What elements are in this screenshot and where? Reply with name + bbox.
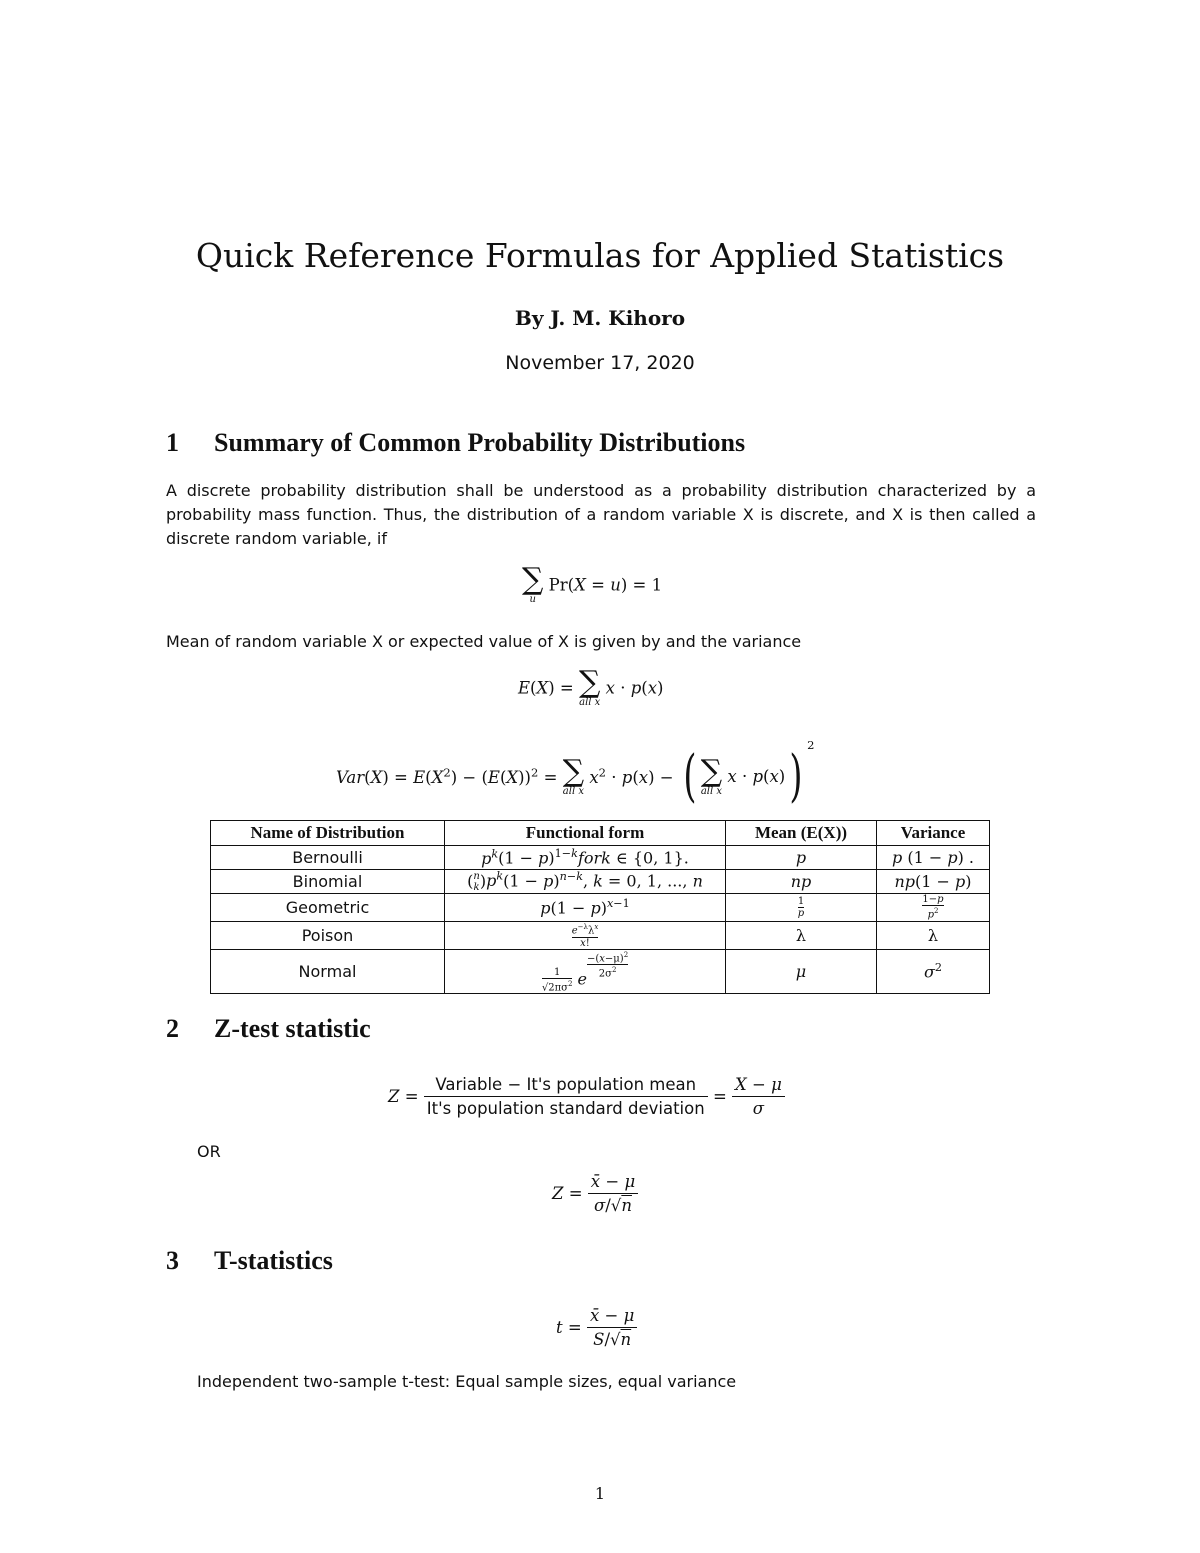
distribution-table	[210, 820, 990, 994]
table-cell-name: Normal	[211, 950, 445, 994]
page-number: 1	[594, 1484, 606, 1503]
table-header-cell: Name of Distribution	[211, 821, 445, 846]
section-number: 3	[166, 1246, 179, 1275]
section-title: T-statistics	[214, 1246, 333, 1275]
sum-probability-formula: ∑ u Pr(X = u) = 1	[522, 562, 663, 605]
table-header-cell: Mean (E(X))	[726, 821, 877, 846]
z-formula-2: Z = $\frac{x̄ - \mu}{\sigma/√n}$	[552, 1172, 638, 1215]
table-row	[211, 846, 990, 870]
table-cell-form: $p^k(1$ − $p)^{1-k}fork$ ∈ {0, 1}.	[445, 846, 726, 870]
section1-paragraph: A discrete probability distribution shall be understood as a probability distribution characterized by a probability mass function. Thus, the distribution of a random variable X is discrete, and X is then called a discrete random variable, if	[166, 481, 1036, 548]
table-cell-form: $p(1 - p)^{x-1}$	[445, 894, 726, 922]
sum-index: u	[529, 594, 536, 605]
section-heading-2	[166, 1014, 371, 1044]
table-cell-variance: p (1 − p) .	[877, 846, 990, 870]
z-formula-1: Z = $\frac{\text{Variable − It's population mean}}{\text{It's population standard deviation}}$ = $\frac{X - \mu}{\sigma}$	[388, 1075, 785, 1118]
table-cell-mean: p	[726, 846, 877, 870]
table-header-cell: Functional form	[445, 821, 726, 846]
sum-subscript-all: all x	[579, 697, 601, 708]
section-number: 2	[166, 1014, 179, 1043]
table-cell-form: $e^{-\lambda}\lambda^x$ x!	[445, 922, 726, 950]
table-cell-mean: $\frac{1}{p}$	[726, 894, 877, 922]
table-cell-name: Poison	[211, 922, 445, 950]
table-cell-name: Binomial	[211, 870, 445, 894]
document-title: Quick Reference Formulas for Applied Statistics	[195, 236, 1005, 275]
z-denominator: It's population standard deviation	[426, 1099, 705, 1118]
z-numerator: Variable − It's population mean	[424, 1075, 708, 1097]
table-cell-name: Bernoulli	[211, 846, 445, 870]
document-date: November 17, 2020	[505, 352, 695, 374]
table-row	[211, 922, 990, 950]
table-cell-variance: λ	[877, 922, 990, 950]
section-heading-3	[166, 1246, 333, 1276]
expected-value-formula: E(X) = ∑ all x x · p(x)	[518, 665, 664, 708]
table-cell-variance: np(1 − p)	[877, 870, 990, 894]
table-row	[211, 950, 990, 994]
document-author: By J. M. Kihoro	[514, 306, 686, 330]
table-cell-mean: μ	[726, 950, 877, 994]
table-cell-variance: $\frac{1-p}{p^2}$	[877, 894, 990, 922]
table-cell-form: ( n k )$p^k(1 - p)^{n-k}$, k = 0, 1, ..., n	[445, 870, 726, 894]
section-title: Summary of Common Probability Distributions	[214, 428, 746, 457]
section-title: Z-test statistic	[214, 1014, 371, 1043]
table-row	[211, 894, 990, 922]
t-formula: t = $\frac{x̄ - \mu}{S/√n}$	[556, 1306, 637, 1349]
table-cell-mean: np	[726, 870, 877, 894]
section-heading-1	[166, 428, 745, 458]
or-label: OR	[197, 1142, 221, 1161]
mean-description: Mean of random variable X or expected value of X is given by and the variance	[166, 632, 802, 651]
table-cell-form: $\frac{1}{√2\pi\sigma^2}$ e $\frac{-(x-\mu)^2}{2\sigma^2}$	[445, 950, 726, 994]
table-header-row	[211, 821, 990, 846]
table-cell-variance: $\sigma^2$	[877, 950, 990, 994]
table-row	[211, 870, 990, 894]
variance-formula: $Var(X) = E(X^2) - (E(X))^2$ = ∑ all x $x^2 \cdot p(x)$ − ( ∑ all x x · p(x)) $^2$	[336, 738, 815, 809]
table-header-cell: Variance	[877, 821, 990, 846]
table-cell-mean: λ	[726, 922, 877, 950]
table-cell-name: Geometric	[211, 894, 445, 922]
section-number: 1	[166, 428, 179, 457]
t-test-note: Independent two-sample t-test: Equal sample sizes, equal variance	[197, 1372, 737, 1391]
